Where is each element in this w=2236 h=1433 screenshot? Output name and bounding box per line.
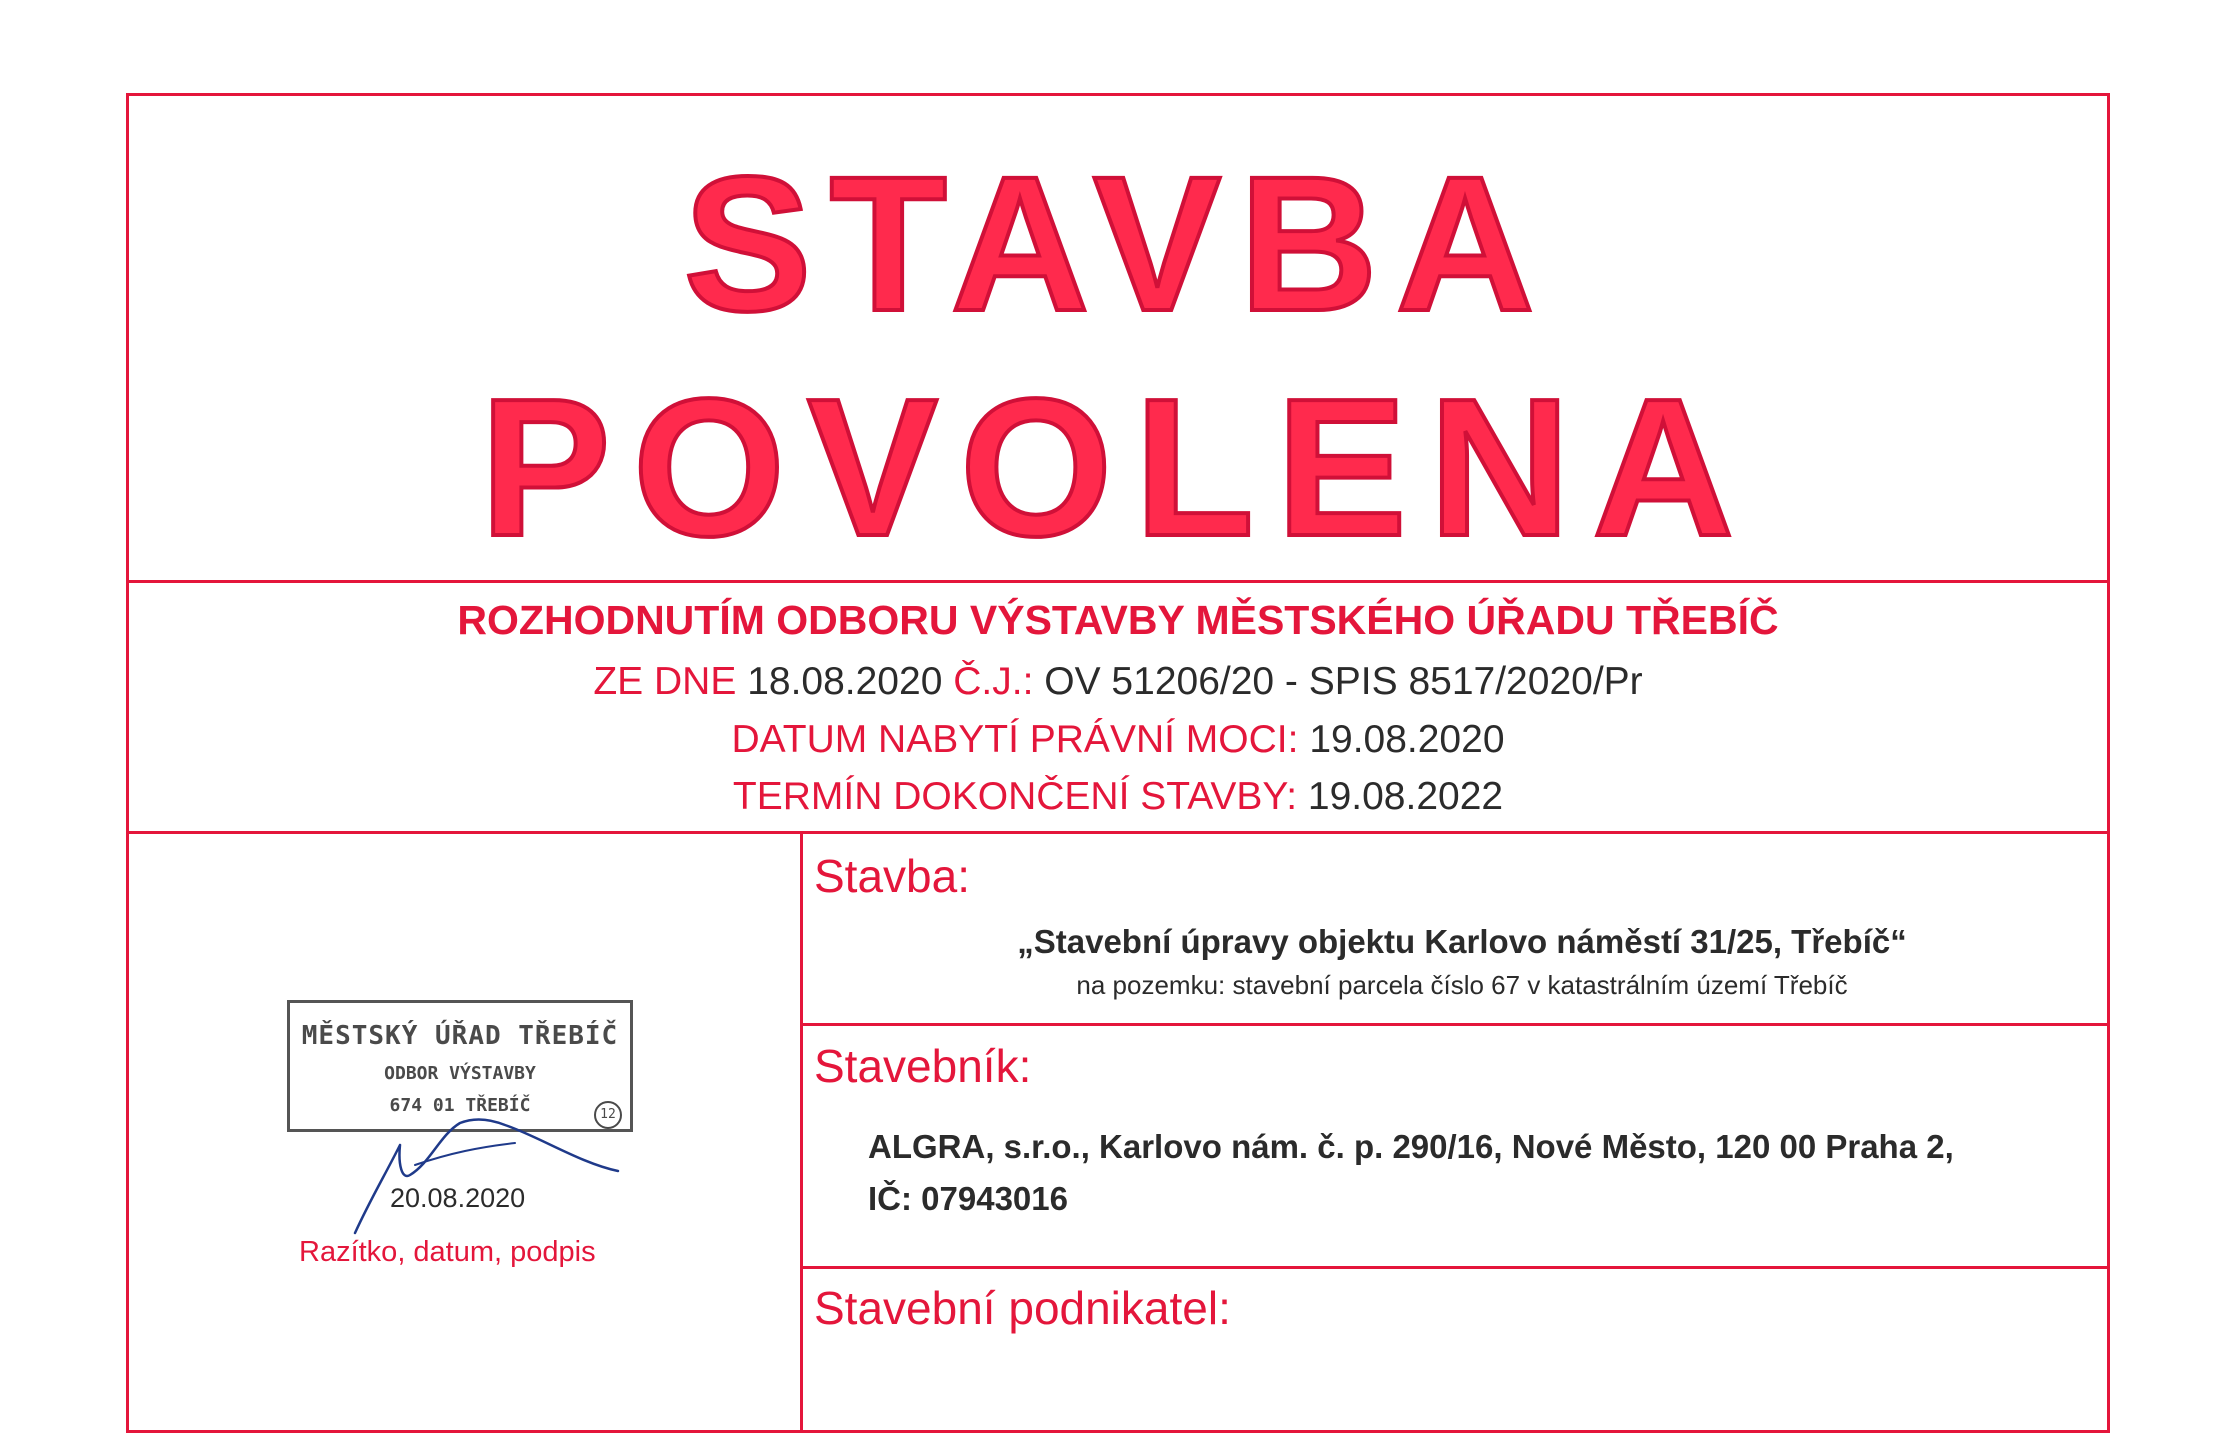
stamp-date: 20.08.2020 xyxy=(390,1183,526,1213)
legal-force-label: DATUM NABYTÍ PRÁVNÍ MOCI: xyxy=(731,718,1299,761)
decision-heading: ROZHODNUTÍM ODBORU VÝSTAVBY MĚSTSKÉHO ÚŘADU TŘEBÍČ xyxy=(457,597,1779,643)
title-line-1: STAVBA xyxy=(683,136,1553,351)
decision-ref-value: OV 51206/20 - SPIS 8517/2020/Pr xyxy=(1044,660,1643,703)
stamp-department: ODBOR VÝSTAVBY xyxy=(384,1063,536,1084)
title-line-2: POVOLENA xyxy=(480,358,1756,577)
completion-line xyxy=(126,777,2110,816)
legal-force-line xyxy=(126,720,2110,759)
decision-date-value: 18.08.2020 xyxy=(747,660,943,703)
stamp-address: 674 01 TŘEBÍČ xyxy=(389,1095,531,1116)
stamp-office: MĚSTSKÝ ÚŘAD TŘEBÍČ xyxy=(301,1021,619,1051)
divider-vertical xyxy=(800,831,803,1433)
construction-label: Stavba: xyxy=(814,850,970,902)
divider-title xyxy=(126,580,2110,583)
completion-label: TERMÍN DOKONČENÍ STAVBY: xyxy=(732,775,1298,818)
construction-parcel: na pozemku: stavební parcela číslo 67 v katastrálním území Třebíč xyxy=(1076,970,1848,1000)
signature-icon xyxy=(340,1105,640,1245)
divider-stavba xyxy=(800,1023,2110,1026)
builder-label: Stavebník: xyxy=(814,1040,1032,1092)
divider-decision xyxy=(126,831,2110,834)
builder-id: IČ: 07943016 xyxy=(868,1180,1068,1217)
builder-address: ALGRA, s.r.o., Karlovo nám. č. p. 290/16, Nové Město, 120 00 Praha 2, xyxy=(868,1128,1954,1165)
construction-name: „Stavební úpravy objektu Karlovo náměstí 31/25, Třebíč“ xyxy=(1017,923,1907,960)
decision-date-label: ZE DNE xyxy=(593,660,737,703)
stamp-caption: Razítko, datum, podpis xyxy=(299,1236,596,1268)
decision-date-ref-line xyxy=(126,662,2110,701)
decision-ref-label: Č.J.: xyxy=(953,660,1034,703)
completion-value: 19.08.2022 xyxy=(1307,775,1504,818)
stamp-number: 12 xyxy=(594,1101,622,1129)
contractor-label: Stavební podnikatel: xyxy=(814,1282,1231,1334)
divider-stavebnik xyxy=(800,1266,2110,1269)
legal-force-value: 19.08.2020 xyxy=(1309,718,1505,761)
